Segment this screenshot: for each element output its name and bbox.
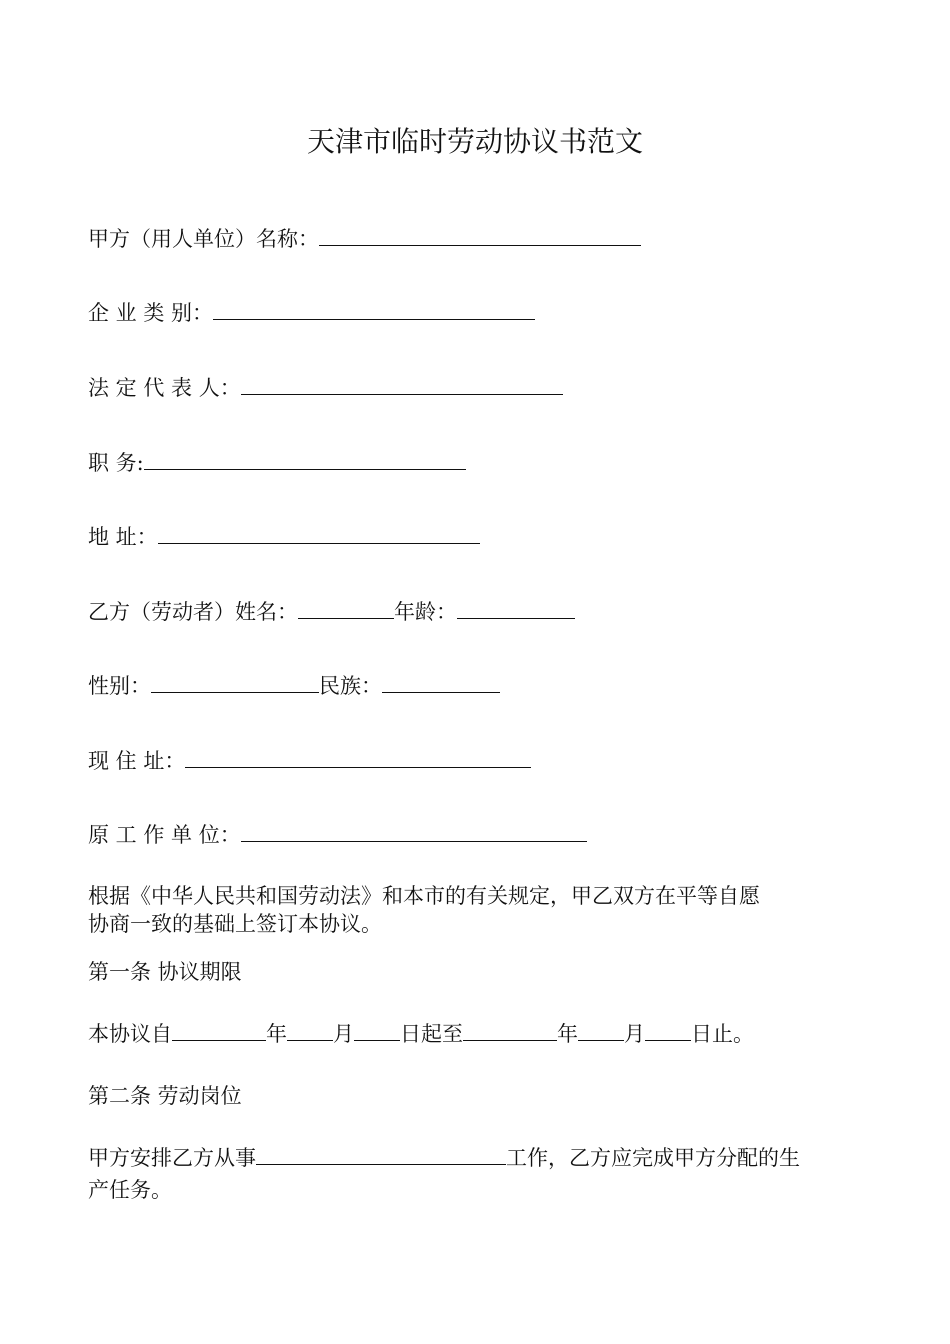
legal-rep-label: 法 定 代 表 人： xyxy=(88,376,241,400)
preamble-paragraph xyxy=(88,882,868,938)
address-row xyxy=(88,521,480,552)
end-year-blank[interactable] xyxy=(463,1018,557,1041)
enterprise-type-label: 企 业 类 别： xyxy=(88,301,214,325)
day-until-label: 日止。 xyxy=(691,1022,754,1046)
term-row xyxy=(88,1018,754,1049)
ethnicity-label: 民族： xyxy=(319,674,382,698)
party-a-name-label: 甲方（用人单位）名称： xyxy=(88,227,319,251)
party-b-name-label: 乙方（劳动者）姓名： xyxy=(88,600,298,624)
position-blank[interactable] xyxy=(144,447,466,470)
former-employer-label: 原 工 作 单 位： xyxy=(88,823,241,847)
start-month-label: 月 xyxy=(333,1022,354,1046)
gender-label: 性别： xyxy=(88,674,151,698)
start-year-label: 年 xyxy=(266,1022,287,1046)
party-b-name-blank[interactable] xyxy=(298,596,394,619)
party-a-name-blank[interactable] xyxy=(319,223,641,246)
article-2-heading: 第二条 劳动岗位 xyxy=(88,1084,242,1108)
current-address-row xyxy=(88,745,531,776)
end-month-blank[interactable] xyxy=(578,1018,624,1041)
preamble-line-2: 协商一致的基础上签订本协议。 xyxy=(88,912,382,936)
job-suffix: 工作，乙方应完成甲方分配的生 xyxy=(506,1146,800,1170)
current-address-label: 现 住 址： xyxy=(88,749,186,773)
party-b-row xyxy=(88,596,575,627)
start-month-blank[interactable] xyxy=(287,1018,333,1041)
former-employer-row xyxy=(88,819,587,850)
job-prefix: 甲方安排乙方从事 xyxy=(88,1146,256,1170)
preamble-line-1: 根据《中华人民共和国劳动法》和本市的有关规定，甲乙双方在平等自愿 xyxy=(88,884,760,908)
gender-blank[interactable] xyxy=(151,670,319,693)
day-from-label: 日起至 xyxy=(400,1022,463,1046)
end-year-label: 年 xyxy=(557,1022,578,1046)
job-paragraph xyxy=(88,1142,868,1207)
age-blank[interactable] xyxy=(457,596,575,619)
current-address-blank[interactable] xyxy=(185,745,531,768)
position-label: 职 务: xyxy=(88,451,144,475)
legal-rep-blank[interactable] xyxy=(241,372,563,395)
job-line-1 xyxy=(88,1142,868,1173)
job-blank[interactable] xyxy=(256,1142,506,1165)
age-label: 年龄： xyxy=(394,600,457,624)
enterprise-type-row xyxy=(88,297,535,328)
end-month-label: 月 xyxy=(624,1022,645,1046)
ethnicity-blank[interactable] xyxy=(382,670,500,693)
gender-ethnicity-row xyxy=(88,670,500,701)
enterprise-type-blank[interactable] xyxy=(213,297,535,320)
party-a-name-row xyxy=(88,223,641,254)
former-employer-blank[interactable] xyxy=(241,819,587,842)
start-day-blank[interactable] xyxy=(354,1018,400,1041)
address-label: 地 址： xyxy=(88,525,158,549)
article-1-heading: 第一条 协议期限 xyxy=(88,960,242,984)
term-prefix: 本协议自 xyxy=(88,1022,172,1046)
position-row xyxy=(88,447,466,478)
job-line-2: 产任务。 xyxy=(88,1178,172,1202)
start-year-blank[interactable] xyxy=(172,1018,266,1041)
document-title: 天津市临时劳动协议书范文 xyxy=(306,125,643,158)
end-day-blank[interactable] xyxy=(645,1018,691,1041)
address-blank[interactable] xyxy=(158,521,480,544)
legal-rep-row xyxy=(88,372,563,403)
